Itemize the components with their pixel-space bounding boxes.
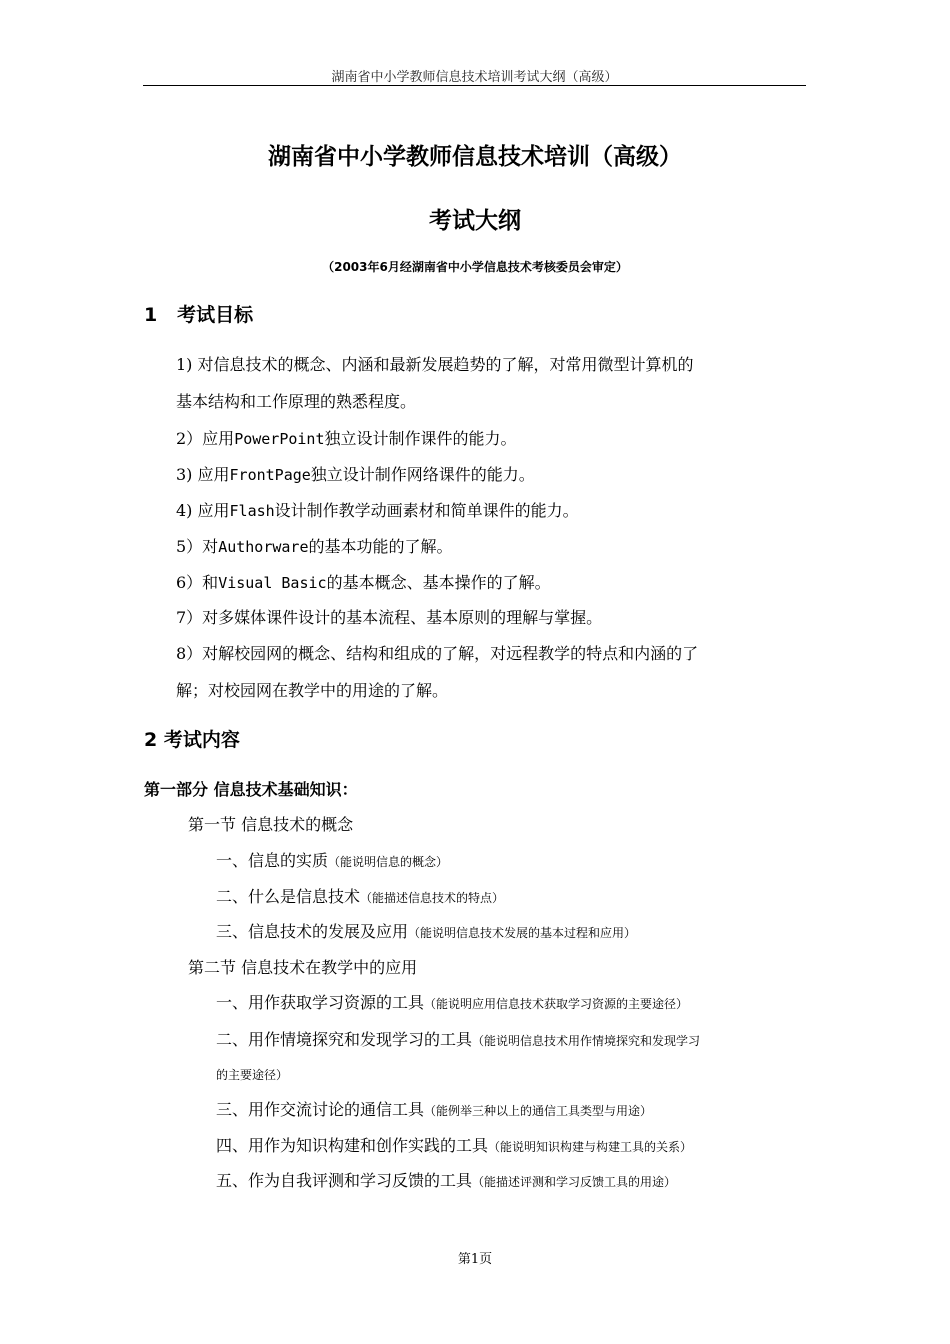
- goal-5: [176, 534, 453, 557]
- chapter-2-item-1-note: （能说明应用信息技术获取学习资源的主要途径）: [424, 997, 689, 1011]
- goal-8-line-2: 解；对校园网在教学中的用途的了解。: [176, 681, 449, 700]
- goal-3-term: FrontPage: [229, 466, 311, 484]
- chapter-1-item-1: [216, 848, 448, 871]
- goal-4-post: 设计制作教学动画素材和简单课件的能力。: [274, 501, 579, 520]
- approval-note: （2003年6月经湖南省中小学信息技术考核委员会审定）: [322, 260, 628, 274]
- chapter-1-item-2: [216, 884, 504, 907]
- goal-2-term: PowerPoint: [234, 430, 325, 448]
- goal-4: [176, 498, 579, 521]
- goal-4-term: Flash: [229, 502, 275, 520]
- chapter-2-item-4: [216, 1133, 692, 1156]
- chapter-2-item-4-text: 四、用作为知识构建和创作实践的工具: [216, 1136, 489, 1155]
- goal-1-line-2: 基本结构和工作原理的熟悉程度。: [176, 392, 417, 411]
- goal-6-post: 的基本概念、基本操作的了解。: [326, 573, 551, 592]
- goal-3: [176, 462, 535, 485]
- goal-5-post: 的基本功能的了解。: [308, 537, 453, 556]
- chapter-1-item-1-note: （能说明信息的概念）: [328, 855, 449, 869]
- chapter-2-item-1-text: 一、用作获取学习资源的工具: [216, 993, 425, 1012]
- header-rule: [143, 85, 806, 86]
- chapter-2-item-3: [216, 1097, 652, 1120]
- goal-1-line-1: 1) 对信息技术的概念、内涵和最新发展趋势的了解，对常用微型计算机的: [176, 355, 694, 374]
- goal-5-term: Authorware: [218, 538, 309, 556]
- document-title: 湖南省中小学教师信息技术培训（高级）: [268, 144, 682, 170]
- chapter-2-item-2-text: 二、用作情境探究和发现学习的工具: [216, 1030, 473, 1049]
- chapter-2-item-2-note: （能说明信息技术用作情境探究和发现学习: [472, 1034, 701, 1048]
- running-header: 湖南省中小学教师信息技术培训考试大纲（高级）: [331, 70, 618, 85]
- goal-3-pre: 3) 应用: [176, 465, 230, 484]
- chapter-2-item-3-note: （能例举三种以上的通信工具类型与用途）: [424, 1104, 653, 1118]
- chapter-2-item-5: [216, 1168, 676, 1191]
- goal-6: [176, 570, 551, 593]
- chapter-2-item-4-note: （能说明知识构建与构建工具的关系）: [488, 1140, 693, 1154]
- chapter-2-item-5-note: （能描述评测和学习反馈工具的用途）: [472, 1175, 677, 1189]
- goal-2: [176, 426, 517, 449]
- goal-6-term: Visual Basic: [218, 574, 327, 592]
- chapter-1-item-2-note: （能描述信息技术的特点）: [360, 891, 505, 905]
- chapter-1-item-2-text: 二、什么是信息技术: [216, 887, 361, 906]
- chapter-1-title: 第一节 信息技术的概念: [188, 815, 354, 834]
- goal-4-pre: 4) 应用: [176, 501, 230, 520]
- chapter-1-item-1-text: 一、信息的实质: [216, 851, 329, 870]
- section-2-heading: 2 考试内容: [144, 729, 240, 751]
- chapter-2-item-3-text: 三、用作交流讨论的通信工具: [216, 1100, 425, 1119]
- goal-7: 7）对多媒体课件设计的基本流程、基本原则的理解与掌握。: [176, 608, 603, 627]
- goal-8-line-1: 8）对解校园网的概念、结构和组成的了解，对远程教学的特点和内涵的了: [176, 644, 699, 663]
- chapter-1-item-3: [216, 919, 636, 942]
- chapter-2-item-2-note-cont: 的主要途径）: [216, 1068, 289, 1082]
- part-1-heading: 第一部分 信息技术基础知识：: [144, 780, 358, 799]
- goal-3-post: 独立设计制作网络课件的能力。: [310, 465, 535, 484]
- chapter-2-title: 第二节 信息技术在教学中的应用: [188, 958, 418, 977]
- goal-6-pre: 6）和: [176, 573, 219, 592]
- section-1-heading: 1 考试目标: [144, 304, 254, 326]
- document-subtitle: 考试大纲: [429, 208, 521, 234]
- chapter-2-item-2: [216, 1027, 700, 1050]
- page-number: 第1页: [457, 1252, 493, 1267]
- chapter-2-item-5-text: 五、作为自我评测和学习反馈的工具: [216, 1171, 473, 1190]
- goal-5-pre: 5）对: [176, 537, 219, 556]
- chapter-1-item-3-text: 三、信息技术的发展及应用: [216, 922, 409, 941]
- goal-2-post: 独立设计制作课件的能力。: [324, 429, 517, 448]
- goal-2-pre: 2）应用: [176, 429, 235, 448]
- chapter-2-item-1: [216, 990, 688, 1013]
- chapter-1-item-3-note: （能说明信息技术发展的基本过程和应用）: [408, 926, 637, 940]
